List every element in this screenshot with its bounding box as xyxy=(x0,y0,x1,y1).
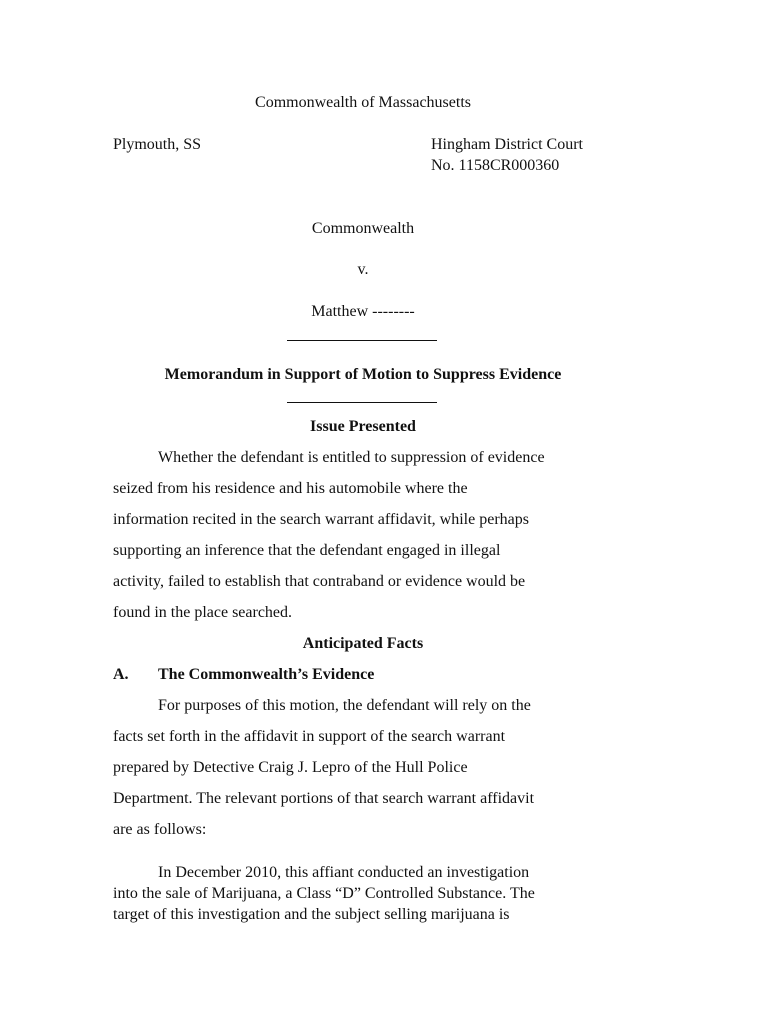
caption-versus: v. xyxy=(357,261,369,278)
quote-line: In December 2010, this affiant conducted an investigation xyxy=(158,864,530,881)
jurisdiction-title: Commonwealth of Massachusetts xyxy=(255,94,471,111)
facts-line: prepared by Detective Craig J. Lepro of the Hull Police xyxy=(113,759,468,776)
facts-line: are as follows: xyxy=(113,821,207,838)
facts-line: facts set forth in the affidavit in support of the search warrant xyxy=(113,728,506,745)
caption-plaintiff: Commonwealth xyxy=(311,220,415,237)
issue-line: information recited in the search warrant affidavit, while perhaps xyxy=(113,511,529,528)
section-title: The Commonwealth’s Evidence xyxy=(158,666,375,683)
issue-line: supporting an inference that the defendant engaged in illegal xyxy=(113,542,501,559)
issue-line: found in the place searched. xyxy=(113,604,293,621)
court-name: Hingham District Court xyxy=(431,136,583,153)
issue-line: seized from his residence and his automobile where the xyxy=(113,480,468,497)
county-label: Plymouth, SS xyxy=(113,136,202,153)
facts-line: Department. The relevant portions of that search warrant affidavit xyxy=(113,790,535,807)
issue-heading: Issue Presented xyxy=(310,418,416,435)
document-title: Memorandum in Support of Motion to Suppress Evidence xyxy=(164,366,562,383)
caption-rule xyxy=(287,340,437,341)
docket-number: No. 1158CR000360 xyxy=(431,157,560,174)
caption-defendant: Matthew -------- xyxy=(311,303,415,320)
issue-line: activity, failed to establish that contraband or evidence would be xyxy=(113,573,526,590)
title-rule xyxy=(287,402,437,403)
quote-line: target of this investigation and the subject selling marijuana is xyxy=(113,906,510,923)
section-letter: A. xyxy=(113,666,129,683)
facts-heading: Anticipated Facts xyxy=(302,635,424,652)
quote-line: into the sale of Marijuana, a Class “D” Controlled Substance. The xyxy=(113,885,535,902)
facts-line: For purposes of this motion, the defendant will rely on the xyxy=(158,697,531,714)
issue-line: Whether the defendant is entitled to suppression of evidence xyxy=(158,449,545,466)
